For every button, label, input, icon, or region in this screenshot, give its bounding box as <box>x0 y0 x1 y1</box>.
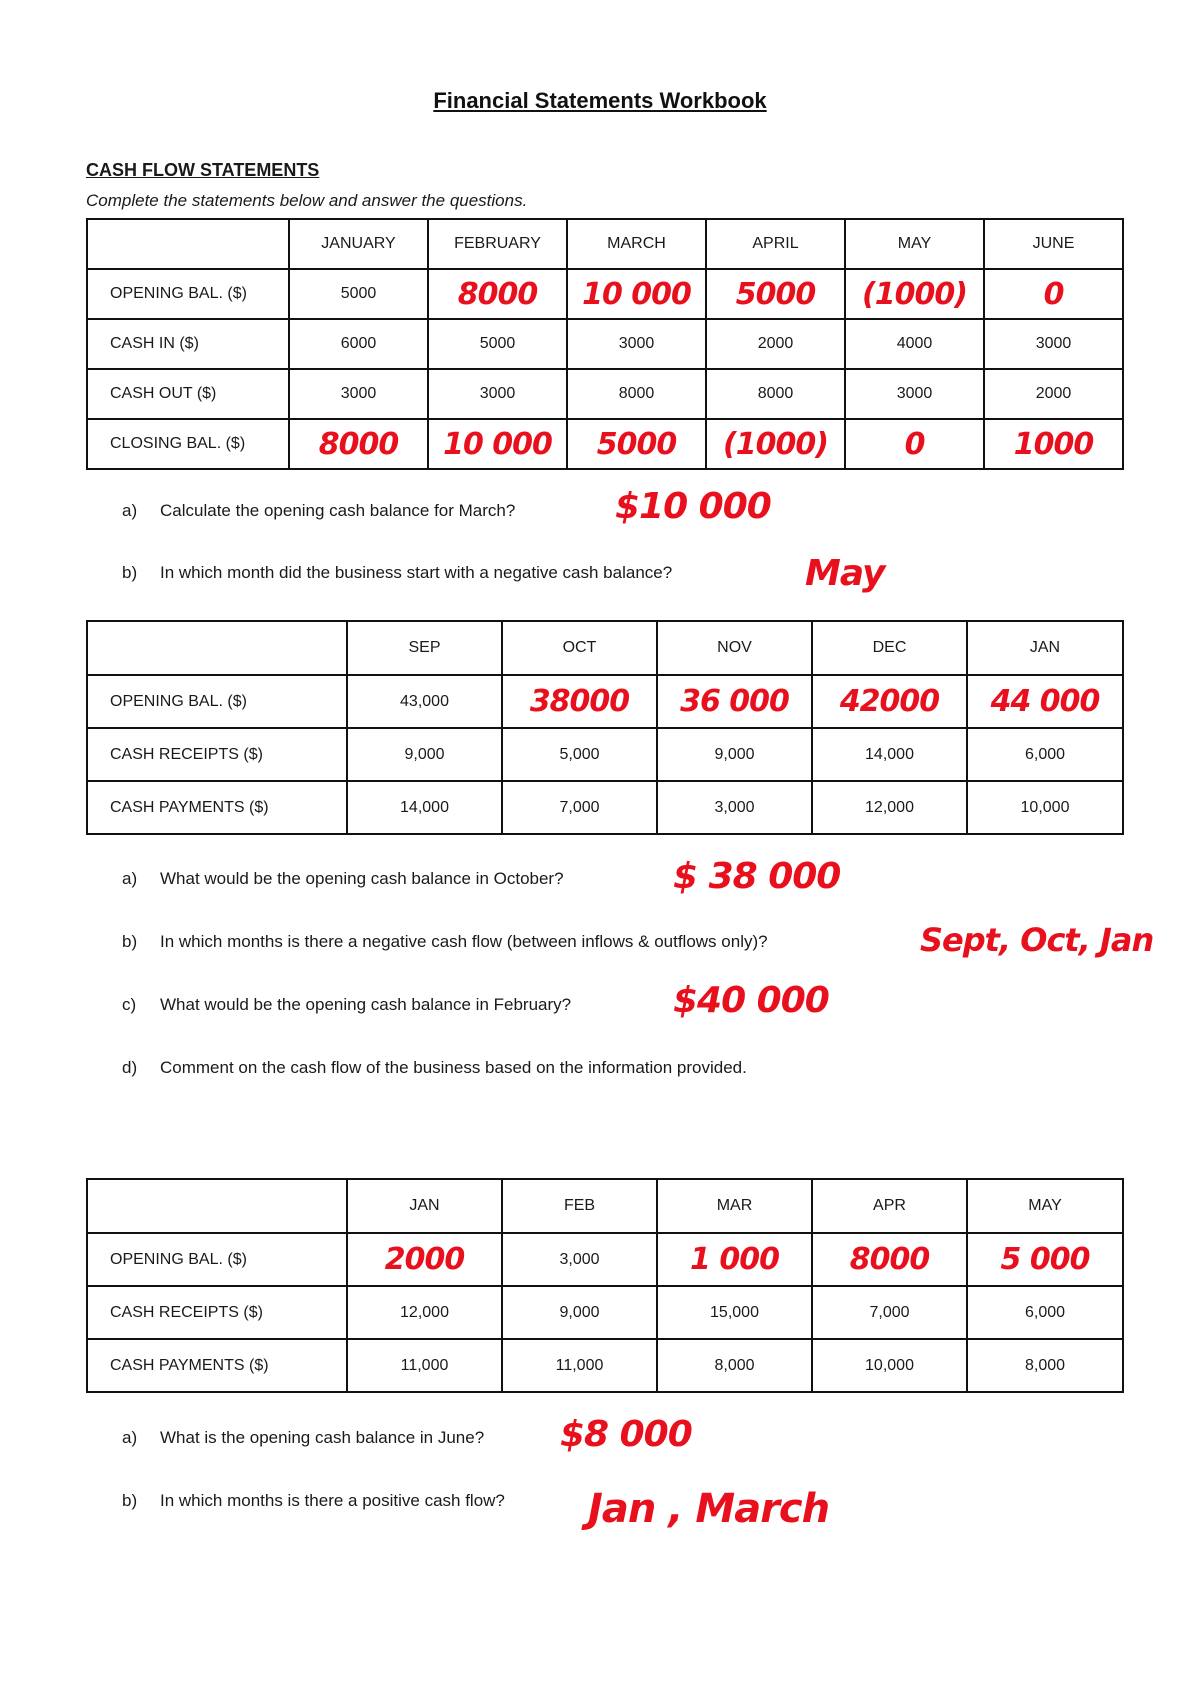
handwritten-answer: $8 000 <box>560 1414 692 1455</box>
month-header: FEBRUARY <box>428 219 567 269</box>
handwritten-cell: 5 000 <box>967 1233 1123 1286</box>
month-header: MARCH <box>567 219 706 269</box>
row-label: CLOSING BAL. ($) <box>87 419 289 469</box>
table-cell: 10,000 <box>812 1339 967 1392</box>
table-row <box>87 1233 1123 1286</box>
table-row <box>87 419 1123 469</box>
handwritten-cell: (1000) <box>845 269 984 319</box>
table-row <box>87 319 1123 369</box>
table-cell: 9,000 <box>657 728 812 781</box>
question-item <box>122 1428 484 1448</box>
question-item <box>122 563 672 583</box>
table-cell: 14,000 <box>812 728 967 781</box>
handwritten-cell: 1000 <box>984 419 1123 469</box>
table-header-row <box>87 1179 1123 1233</box>
table-row <box>87 1339 1123 1392</box>
month-header: JAN <box>967 621 1123 675</box>
question-letter: a) <box>122 869 138 888</box>
row-label: CASH RECEIPTS ($) <box>87 1286 347 1339</box>
question-item <box>122 501 515 521</box>
table-cash-flow-jan-may <box>86 1178 1124 1393</box>
handwritten-cell: 8000 <box>428 269 567 319</box>
handwritten-cell: (1000) <box>706 419 845 469</box>
handwritten-cell: 42000 <box>812 675 967 728</box>
question-item <box>122 932 768 952</box>
handwritten-cell: 5000 <box>567 419 706 469</box>
handwritten-cell: 10 000 <box>567 269 706 319</box>
question-letter: d) <box>122 1058 138 1077</box>
table-row <box>87 369 1123 419</box>
month-header: MAY <box>845 219 984 269</box>
question-item <box>122 995 571 1015</box>
question-letter: a) <box>122 1428 138 1447</box>
header-corner-cell <box>87 621 347 675</box>
table-cell: 3000 <box>567 319 706 369</box>
question-text: Comment on the cash flow of the business based on the information provided. <box>160 1058 747 1077</box>
header-corner-cell <box>87 219 289 269</box>
month-header: FEB <box>502 1179 657 1233</box>
question-text: In which months is there a negative cash flow (between inflows & outflows only)? <box>160 932 768 951</box>
handwritten-cell: 5000 <box>706 269 845 319</box>
table-cell: 8000 <box>706 369 845 419</box>
question-letter: b) <box>122 563 138 582</box>
header-corner-cell <box>87 1179 347 1233</box>
table-cell: 43,000 <box>347 675 502 728</box>
table-cell: 3000 <box>289 369 428 419</box>
month-header: OCT <box>502 621 657 675</box>
table-cell: 3000 <box>428 369 567 419</box>
handwritten-answer: Jan , March <box>588 1486 830 1532</box>
table-cell: 15,000 <box>657 1286 812 1339</box>
table-cell: 6,000 <box>967 1286 1123 1339</box>
handwritten-cell: 0 <box>845 419 984 469</box>
table-cell: 6,000 <box>967 728 1123 781</box>
instruction-text: Complete the statements below and answer the questions. <box>86 191 528 210</box>
question-text: What would be the opening cash balance in October? <box>160 869 564 888</box>
table-cell: 4000 <box>845 319 984 369</box>
month-header: NOV <box>657 621 812 675</box>
question-item <box>122 869 564 889</box>
question-letter: a) <box>122 501 138 520</box>
section-heading: CASH FLOW STATEMENTS <box>86 160 320 180</box>
month-header: SEP <box>347 621 502 675</box>
row-label: CASH PAYMENTS ($) <box>87 1339 347 1392</box>
month-header: APR <box>812 1179 967 1233</box>
table-header-row <box>87 621 1123 675</box>
table-cell: 3000 <box>984 319 1123 369</box>
handwritten-cell: 1 000 <box>657 1233 812 1286</box>
month-header: MAY <box>967 1179 1123 1233</box>
handwritten-answer: $40 000 <box>673 980 829 1021</box>
table-cell: 12,000 <box>347 1286 502 1339</box>
table-cell: 3000 <box>845 369 984 419</box>
table-cell: 3,000 <box>657 781 812 834</box>
table-cell: 8000 <box>567 369 706 419</box>
table-cell: 10,000 <box>967 781 1123 834</box>
row-label: OPENING BAL. ($) <box>87 675 347 728</box>
page-title: Financial Statements Workbook <box>433 88 767 113</box>
table-row <box>87 728 1123 781</box>
handwritten-cell: 10 000 <box>428 419 567 469</box>
table-row <box>87 675 1123 728</box>
table-cell: 8,000 <box>967 1339 1123 1392</box>
table-cell: 8,000 <box>657 1339 812 1392</box>
table-row <box>87 781 1123 834</box>
handwritten-answer: $ 38 000 <box>673 856 841 897</box>
row-label: CASH IN ($) <box>87 319 289 369</box>
month-header: JUNE <box>984 219 1123 269</box>
handwritten-answer: May <box>805 553 885 594</box>
handwritten-answer: $10 000 <box>615 486 771 527</box>
handwritten-cell: 0 <box>984 269 1123 319</box>
month-header: DEC <box>812 621 967 675</box>
table-row <box>87 269 1123 319</box>
question-letter: c) <box>122 995 137 1014</box>
question-text: In which month did the business start with a negative cash balance? <box>160 563 673 582</box>
handwritten-cell: 44 000 <box>967 675 1123 728</box>
table-cell: 5000 <box>289 269 428 319</box>
table-cell: 7,000 <box>502 781 657 834</box>
table-cell: 5,000 <box>502 728 657 781</box>
question-text: What would be the opening cash balance in February? <box>160 995 572 1014</box>
table-cell: 2000 <box>706 319 845 369</box>
handwritten-cell: 36 000 <box>657 675 812 728</box>
question-item <box>122 1491 505 1511</box>
question-text: In which months is there a positive cash flow? <box>160 1491 505 1510</box>
month-header: JANUARY <box>289 219 428 269</box>
month-header: MAR <box>657 1179 812 1233</box>
table-cell: 7,000 <box>812 1286 967 1339</box>
question-letter: b) <box>122 1491 138 1510</box>
handwritten-cell: 8000 <box>289 419 428 469</box>
table-cell: 11,000 <box>502 1339 657 1392</box>
handwritten-cell: 2000 <box>347 1233 502 1286</box>
handwritten-cell: 8000 <box>812 1233 967 1286</box>
table-row <box>87 1286 1123 1339</box>
table-cash-flow-jan-jun <box>86 218 1124 470</box>
row-label: OPENING BAL. ($) <box>87 1233 347 1286</box>
table-header-row <box>87 219 1123 269</box>
row-label: OPENING BAL. ($) <box>87 269 289 319</box>
question-letter: b) <box>122 932 138 951</box>
table-cell: 12,000 <box>812 781 967 834</box>
table-cell: 14,000 <box>347 781 502 834</box>
table-cell: 9,000 <box>502 1286 657 1339</box>
table-cell: 9,000 <box>347 728 502 781</box>
question-item <box>122 1058 747 1078</box>
row-label: CASH RECEIPTS ($) <box>87 728 347 781</box>
row-label: CASH PAYMENTS ($) <box>87 781 347 834</box>
table-cell: 3,000 <box>502 1233 657 1286</box>
table-cell: 11,000 <box>347 1339 502 1392</box>
table-cell: 2000 <box>984 369 1123 419</box>
table-cell: 5000 <box>428 319 567 369</box>
month-header: JAN <box>347 1179 502 1233</box>
question-text: What is the opening cash balance in June? <box>160 1428 485 1447</box>
handwritten-answer: Sept, Oct, Jan <box>920 921 1154 959</box>
table-cash-flow-sep-jan <box>86 620 1124 835</box>
month-header: APRIL <box>706 219 845 269</box>
table-cell: 6000 <box>289 319 428 369</box>
row-label: CASH OUT ($) <box>87 369 289 419</box>
question-text: Calculate the opening cash balance for March? <box>160 501 516 520</box>
handwritten-cell: 38000 <box>502 675 657 728</box>
